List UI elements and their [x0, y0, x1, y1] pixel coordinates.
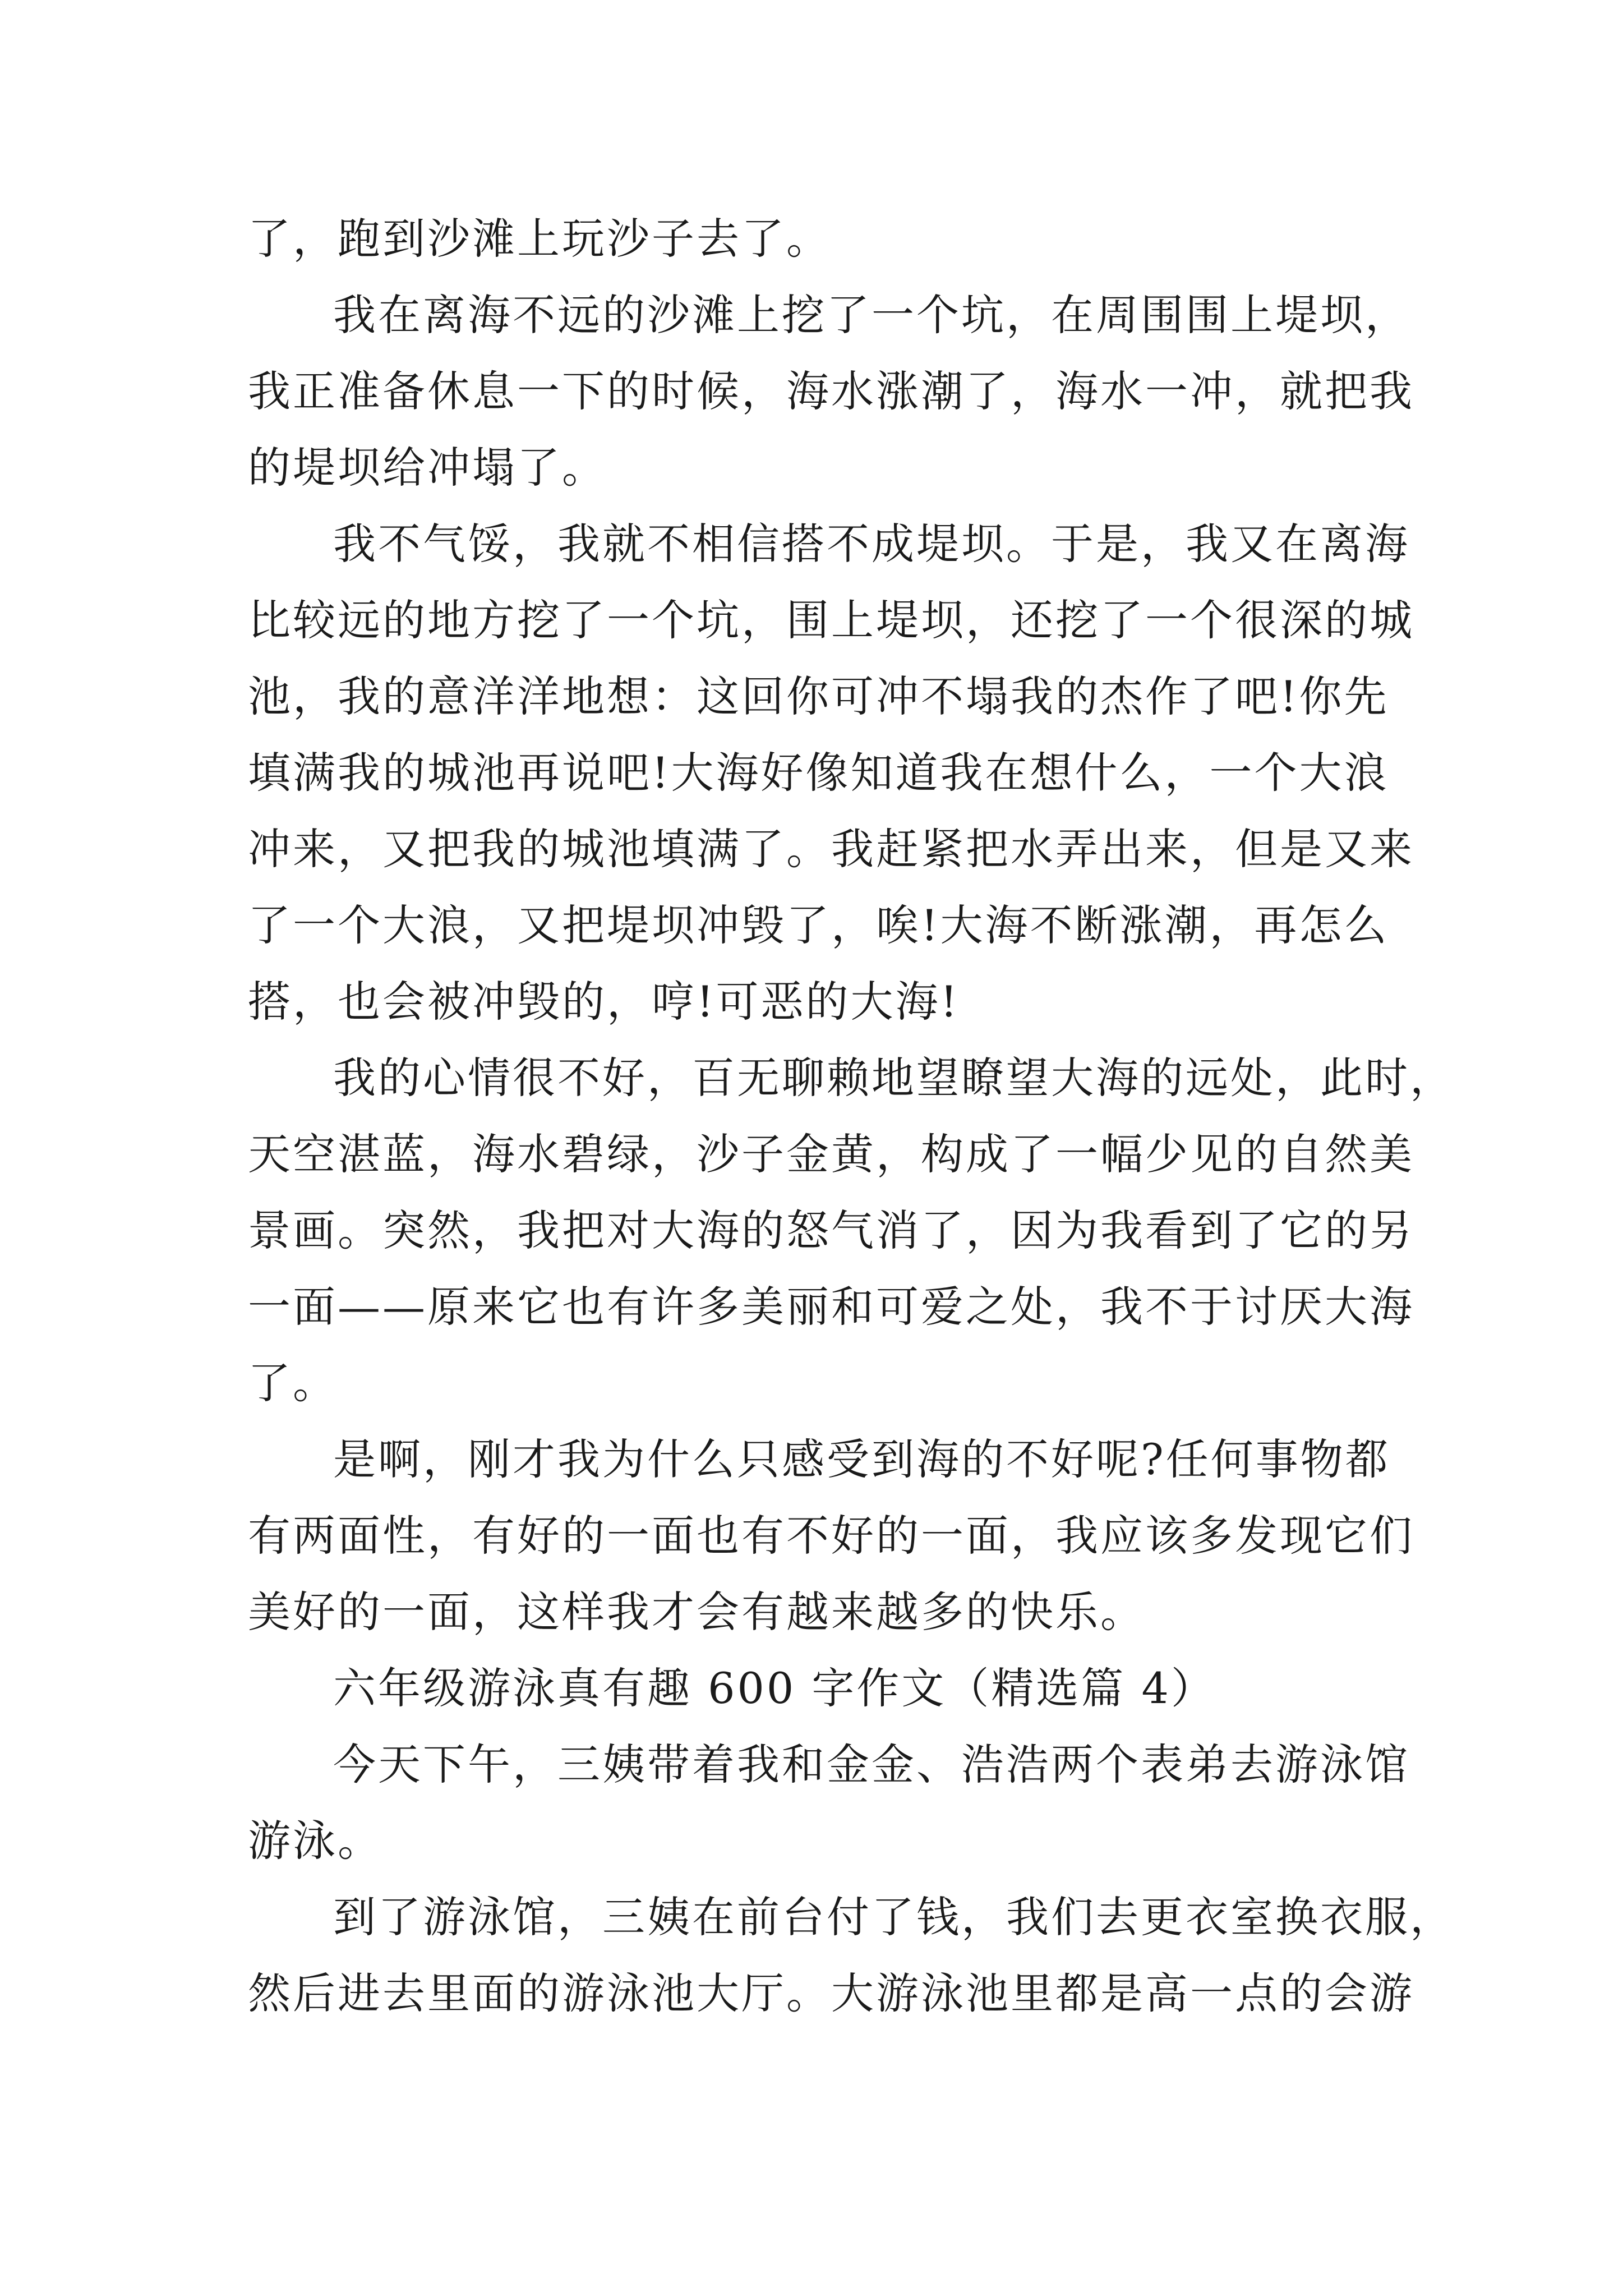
text-line: 了一个大浪，又把堤坝冲毁了，唉!大海不断涨潮，再怎么 — [248, 900, 1389, 950]
text-line: 了，跑到沙滩上玩沙子去了。 — [248, 214, 831, 264]
text-line: 冲来，又把我的城池填满了。我赶紧把水弄出来，但是又来 — [248, 824, 1414, 874]
text-line: 了。 — [248, 1358, 338, 1408]
text-line: 我正准备休息一下的时候，海水涨潮了，海水一冲，就把我 — [248, 366, 1414, 416]
text-line: 搭，也会被冲毁的，哼!可恶的大海! — [248, 977, 960, 1027]
text-line: 比较远的地方挖了一个坑，围上堤坝，还挖了一个很深的城 — [248, 595, 1414, 645]
text-line: 有两面性，有好的一面也有不好的一面，我应该多发现它们 — [248, 1511, 1414, 1561]
text-line: 天空湛蓝，海水碧绿，沙子金黄，构成了一幅少见的自然美 — [248, 1129, 1414, 1179]
text-line: 我的心情很不好，百无聊赖地望瞭望大海的远处，此时， — [333, 1053, 1455, 1103]
text-line: 我在离海不远的沙滩上挖了一个坑，在周围围上堤坝， — [333, 290, 1410, 340]
text-line: 我不气馁，我就不相信搭不成堤坝。于是，我又在离海 — [333, 519, 1410, 569]
text-line: 是啊，刚才我为什么只感受到海的不好呢?任何事物都 — [333, 1434, 1390, 1484]
text-line: 一面——原来它也有许多美丽和可爱之处，我不于讨厌大海 — [248, 1282, 1414, 1332]
text-line: 美好的一面，这样我才会有越来越多的快乐。 — [248, 1587, 1145, 1637]
text-line: 游泳。 — [248, 1816, 382, 1866]
text-line: 今天下午，三姨带着我和金金、浩浩两个表弟去游泳馆 — [333, 1740, 1410, 1789]
text-line: 景画。突然，我把对大海的怒气消了，因为我看到了它的另 — [248, 1205, 1414, 1255]
text-line: 填满我的城池再说吧!大海好像知道我在想什么，一个大浪 — [248, 748, 1389, 798]
text-line: 六年级游泳真有趣 600 字作文（精选篇 4） — [333, 1663, 1216, 1713]
text-line: 然后进去里面的游泳池大厅。大游泳池里都是高一点的会游 — [248, 1968, 1414, 2018]
text-line: 的堤坝给冲塌了。 — [248, 443, 607, 493]
essay-body — [248, 201, 1455, 2032]
text-line: 到了游泳馆，三姨在前台付了钱，我们去更衣室换衣服， — [333, 1892, 1455, 1942]
text-line: 池，我的意洋洋地想：这回你可冲不塌我的杰作了吧!你先 — [248, 671, 1389, 721]
